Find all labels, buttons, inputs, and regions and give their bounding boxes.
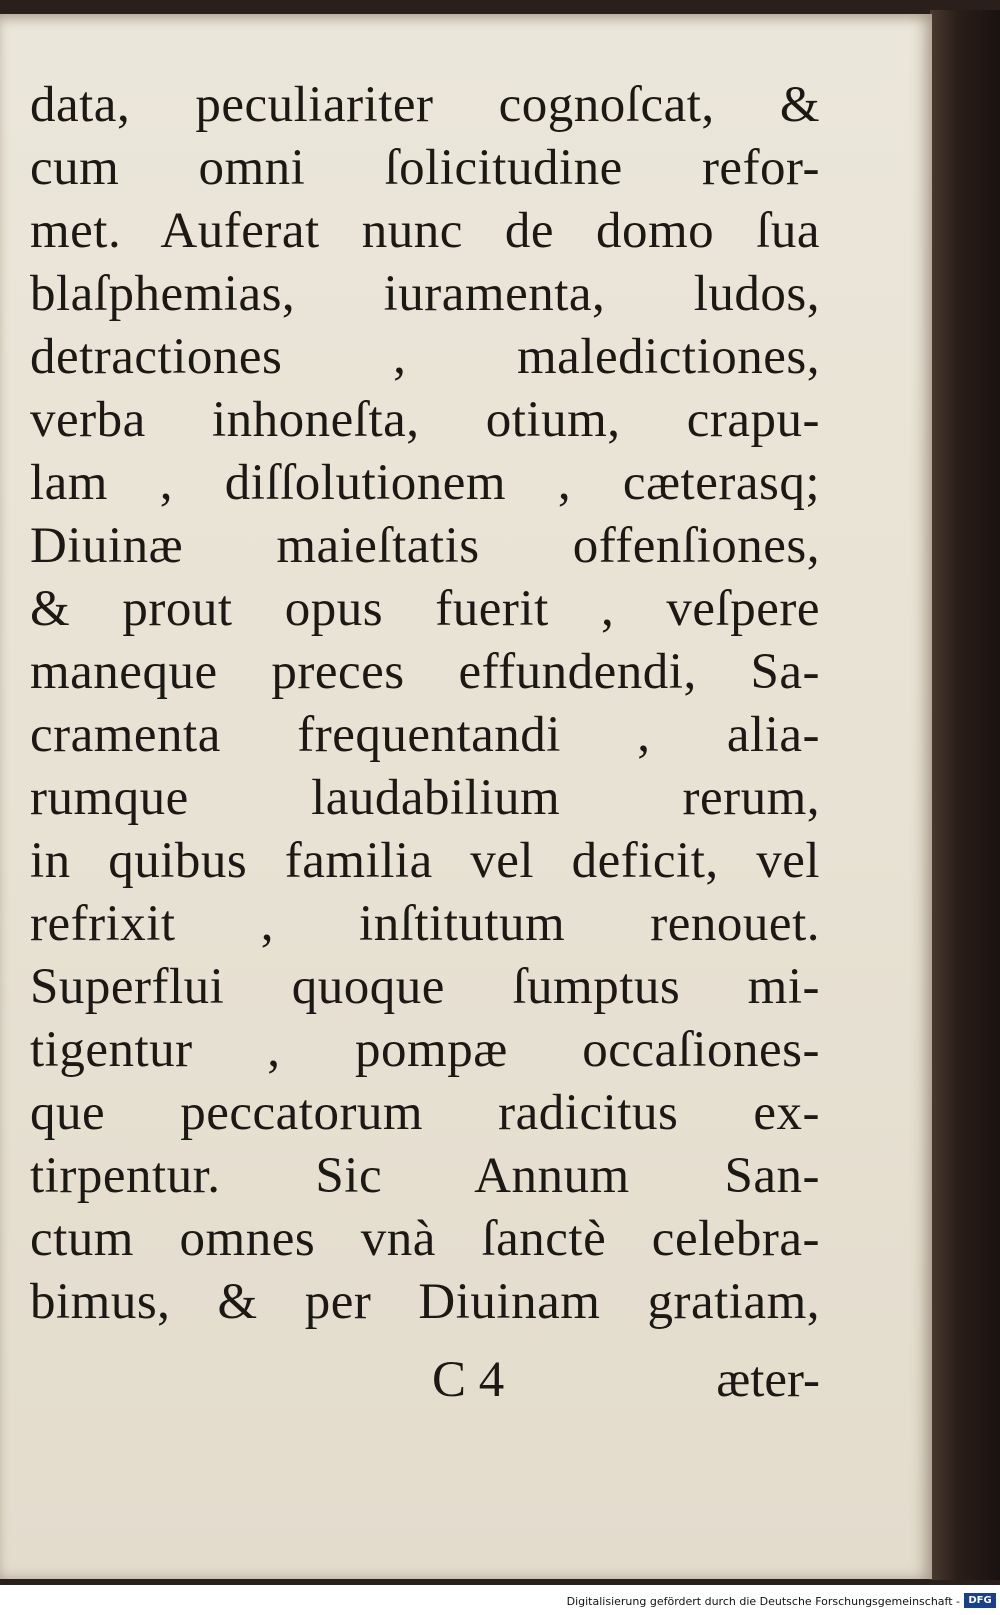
book-page — [0, 14, 932, 1579]
text-line: tirpentur. Sic Annum San- — [30, 1148, 820, 1204]
text-line: ctum omnes vnà ſanctè celebra- — [30, 1211, 820, 1267]
text-line: in quibus familia vel deficit, vel — [30, 833, 820, 889]
digitization-footer — [0, 1585, 1000, 1615]
text-line: refrixit , inſtitutum renouet. — [30, 896, 820, 952]
text-line: & prout opus fuerit , veſpere — [30, 581, 820, 637]
signature-mark: C 4 — [432, 1352, 505, 1408]
text-line: bimus, & per Diuinam gratiam, — [30, 1274, 820, 1330]
text-line: data, peculiariter cognoſcat, & — [30, 77, 820, 133]
text-line: detractiones , maledictiones, — [30, 329, 820, 385]
text-line: verba inhoneſta, otium, crapu- — [30, 392, 820, 448]
text-line: met. Auferat nunc de domo ſua — [30, 203, 820, 259]
text-line: lam , diſſolutionem , cæterasq; — [30, 455, 820, 511]
text-line: tigentur , pompæ occaſiones- — [30, 1022, 820, 1078]
text-line: maneque preces effundendi, Sa- — [30, 644, 820, 700]
text-line: cum omni ſolicitudine refor- — [30, 140, 820, 196]
text-line: que peccatorum radicitus ex- — [30, 1085, 820, 1141]
text-block — [30, 74, 820, 1334]
text-line: blaſphemias, iuramenta, ludos, — [30, 266, 820, 322]
text-line: rumque laudabilium rerum, — [30, 770, 820, 826]
text-line: Diuinæ maieſtatis offenſiones, — [30, 518, 820, 574]
footer-credit: Digitalisierung gefördert durch die Deutsche Forschungsgemeinschaft - — [566, 1595, 960, 1608]
signature-line — [30, 1349, 820, 1412]
text-line: cramenta frequentandi , alia- — [30, 707, 820, 763]
book-edge — [930, 10, 1000, 1580]
text-line: Superflui quoque ſumptus mi- — [30, 959, 820, 1015]
dfg-logo: DFG — [964, 1593, 996, 1608]
catchword: æter- — [716, 1352, 820, 1408]
